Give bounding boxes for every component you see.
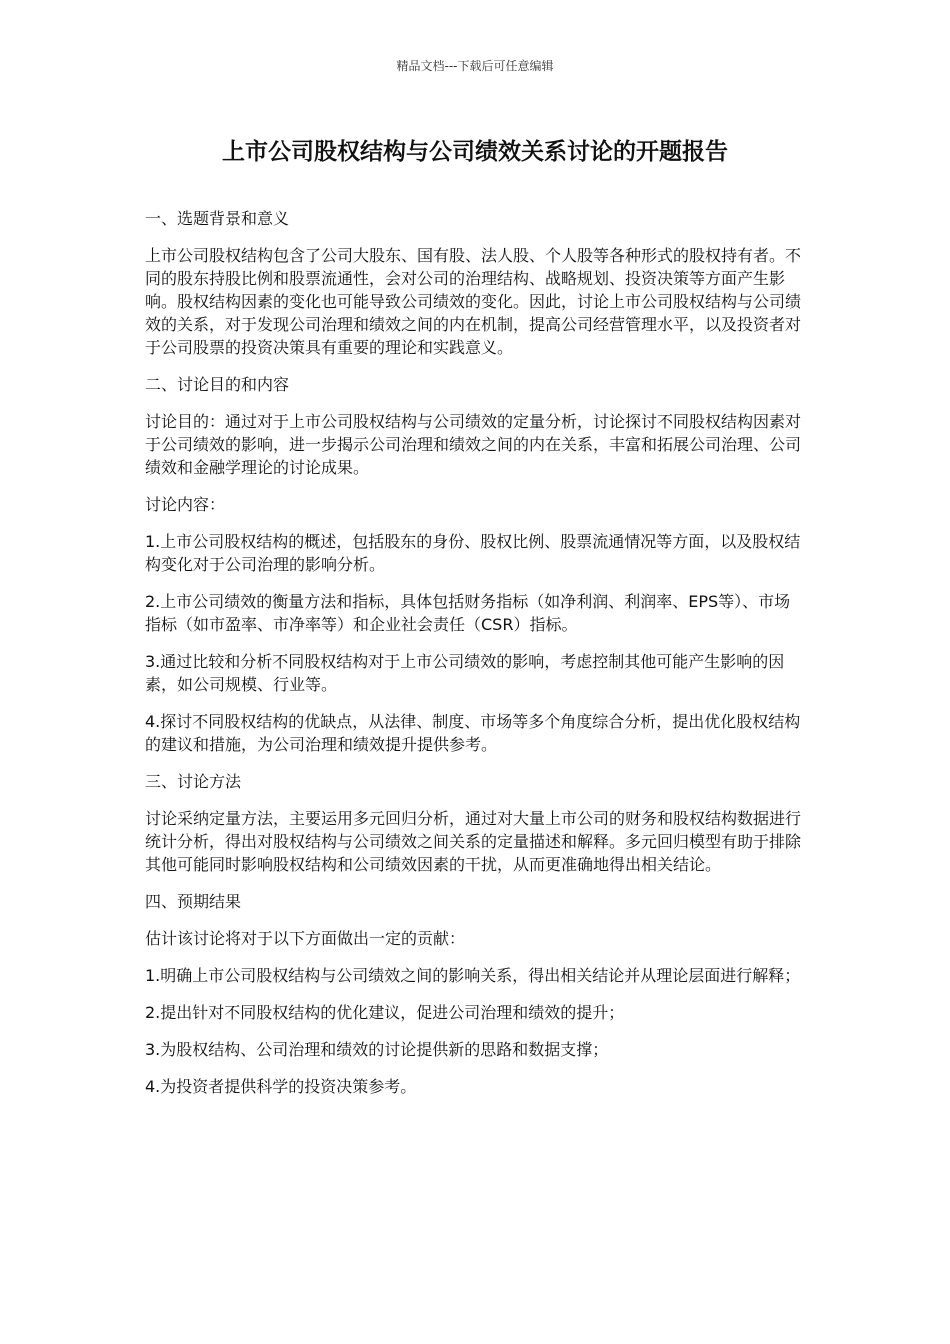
header-note: 精品文档---下载后可任意编辑	[396, 59, 554, 73]
list-item-content-1: 1.上市公司股权结构的概述，包括股东的身份、股权比例、股票流通情况等方面，以及股权结构变化对于公司治理的影响分析。	[145, 532, 801, 574]
paragraph-content-label: 讨论内容：	[145, 495, 226, 514]
paragraph-background: 上市公司股权结构包含了公司大股东、国有股、法人股、个人股等各种形式的股权持有者。不同的股东持股比例和股票流通性，会对公司的治理结构、战略规划、投资决策等方面产生影响。股权结构因素的变化也可能导致公司绩效的变化。因此，讨论上市公司股权结构与公司绩效的关系，对于发现公司治理和绩效之间的内在机制，提高公司经营管理水平，以及投资者对于公司股票的投资决策具有重要的理论和实践意义。	[145, 246, 802, 357]
section-heading-background: 一、选题背景和意义	[145, 209, 290, 228]
list-item-content-2: 2.上市公司绩效的衡量方法和指标，具体包括财务指标（如净利润、利润率、EPS等）、市场指标（如市盈率、市净率等）和企业社会责任（CSR）指标。	[145, 592, 791, 634]
document-title: 上市公司股权结构与公司绩效关系讨论的开题报告	[222, 139, 728, 165]
list-item-content-4: 4.探讨不同股权结构的优缺点，从法律、制度、市场等多个角度综合分析，提出优化股权结构的建议和措施，为公司治理和绩效提升提供参考。	[145, 712, 801, 754]
list-item-result-3: 3.为股权结构、公司治理和绩效的讨论提供新的思路和数据支撑；	[145, 1040, 609, 1059]
document-body	[145, 207, 805, 1112]
paragraph-method: 讨论采纳定量方法，主要运用多元回归分析，通过对大量上市公司的财务和股权结构数据进行统计分析，得出对股权结构与公司绩效之间关系的定量描述和解释。多元回归模型有助于排除其他可能同时影响股权结构和公司绩效因素的干扰，从而更准确地得出相关结论。	[145, 809, 802, 874]
paragraph-results-intro: 估计该讨论将对于以下方面做出一定的贡献：	[145, 929, 466, 948]
list-item-content-3: 3.通过比较和分析不同股权结构对于上市公司绩效的影响，考虑控制其他可能产生影响的因素，如公司规模、行业等。	[145, 652, 785, 694]
list-item-result-4: 4.为投资者提供科学的投资决策参考。	[145, 1077, 417, 1096]
list-item-result-2: 2.提出针对不同股权结构的优化建议，促进公司治理和绩效的提升；	[145, 1003, 625, 1022]
section-heading-method: 三、讨论方法	[145, 772, 242, 791]
list-item-result-1: 1.明确上市公司股权结构与公司绩效之间的影响关系，得出相关结论并从理论层面进行解释；	[145, 966, 801, 985]
paragraph-purpose: 讨论目的：通过对于上市公司股权结构与公司绩效的定量分析，讨论探讨不同股权结构因素对于公司绩效的影响，进一步揭示公司治理和绩效之间的内在关系，丰富和拓展公司治理、公司绩效和金融学理论的讨论成果。	[145, 412, 802, 477]
section-heading-purpose: 二、讨论目的和内容	[145, 375, 290, 394]
section-heading-results: 四、预期结果	[145, 892, 242, 911]
